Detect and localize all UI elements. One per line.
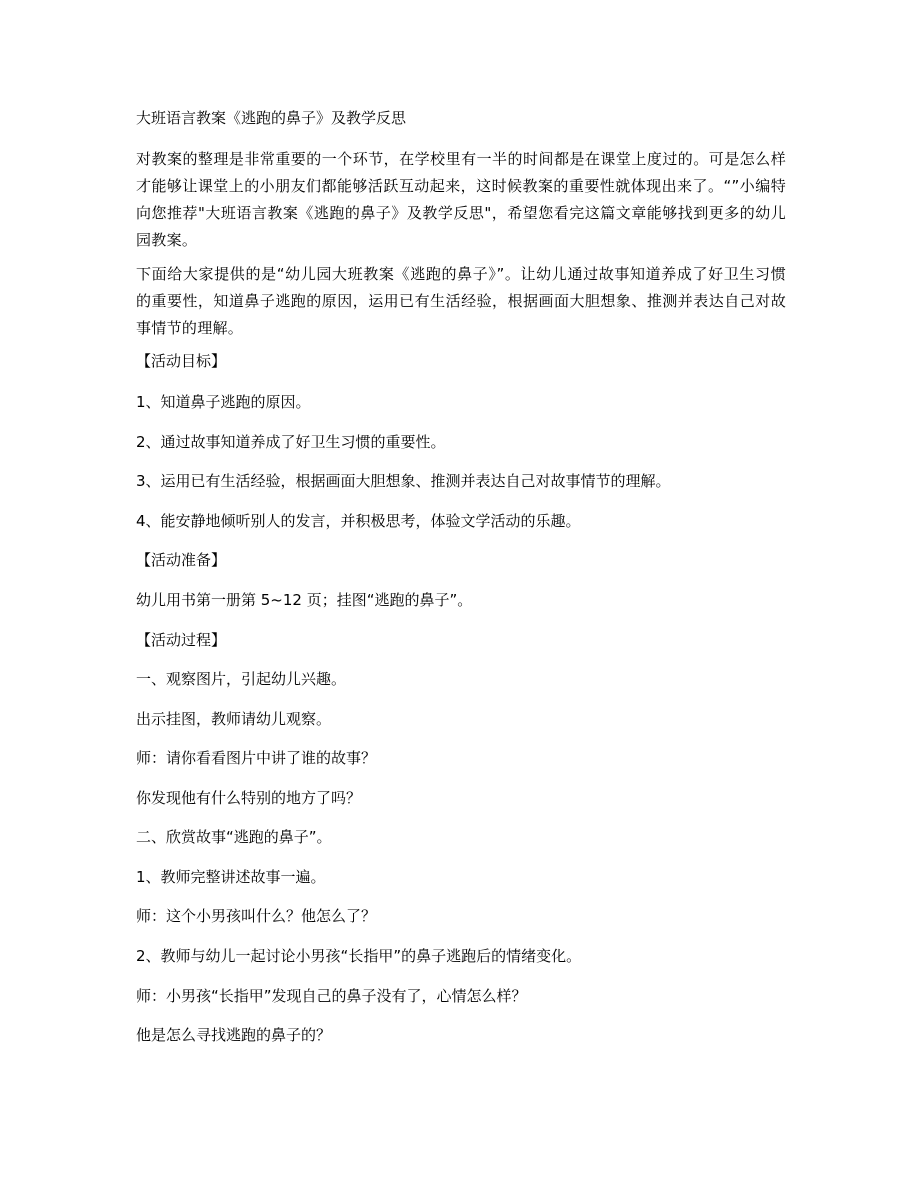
process-line: 师：这个小男孩叫什么？他怎么了？ [136, 907, 377, 925]
process-step-heading: 一、观察图片，引起幼儿兴趣。 [136, 670, 347, 688]
process-line: 师：小男孩“长指甲”发现自己的鼻子没有了，心情怎么样？ [136, 987, 527, 1005]
intro-paragraph: 对教案的整理是非常重要的一个环节，在学校里有一半的时间都是在课堂上度过的。可是怎么样才能够让课堂上的小朋友们都能够活跃互动起来，这时候教案的重要性就体现出来了。“”小编特向您推荐"大班语言教案《逃跑的鼻子》及教学反思"，希望您看完这篇文章能够找到更多的幼儿园教案。 [136, 150, 786, 249]
process-line: 你发现他有什么特别的地方了吗？ [136, 789, 362, 807]
process-line: 他是怎么寻找逃跑的鼻子的？ [136, 1026, 332, 1044]
section-heading-goals: 【活动目标】 [136, 352, 227, 370]
document-title: 大班语言教案《逃跑的鼻子》及教学反思 [136, 109, 407, 127]
process-step-heading: 二、欣赏故事“逃跑的鼻子”。 [136, 828, 332, 846]
summary-paragraph: 下面给大家提供的是“幼儿园大班教案《逃跑的鼻子》”。让幼儿通过故事知道养成了好卫生习惯的重要性，知道鼻子逃跑的原因，运用已有生活经验，根据画面大胆想象、推测并表达自己对故事情节的理解。 [136, 265, 786, 337]
process-line: 1、教师完整讲述故事一遍。 [136, 868, 326, 886]
goal-item: 2、通过故事知道养成了好卫生习惯的重要性。 [136, 433, 446, 451]
process-line: 师：请你看看图片中讲了谁的故事？ [136, 749, 377, 767]
section-heading-prep: 【活动准备】 [136, 551, 227, 569]
goal-item: 4、能安静地倾听别人的发言，并积极思考，体验文学活动的乐趣。 [136, 512, 581, 530]
process-line: 出示挂图，教师请幼儿观察。 [136, 710, 332, 728]
goal-item: 1、知道鼻子逃跑的原因。 [136, 393, 311, 411]
prep-item: 幼儿用书第一册第 5~12 页；挂图“逃跑的鼻子”。 [136, 591, 473, 609]
process-line: 2、教师与幼儿一起讨论小男孩“长指甲”的鼻子逃跑后的情绪变化。 [136, 947, 582, 965]
section-heading-process: 【活动过程】 [136, 631, 227, 649]
goal-item: 3、运用已有生活经验，根据画面大胆想象、推测并表达自己对故事情节的理解。 [136, 472, 671, 490]
